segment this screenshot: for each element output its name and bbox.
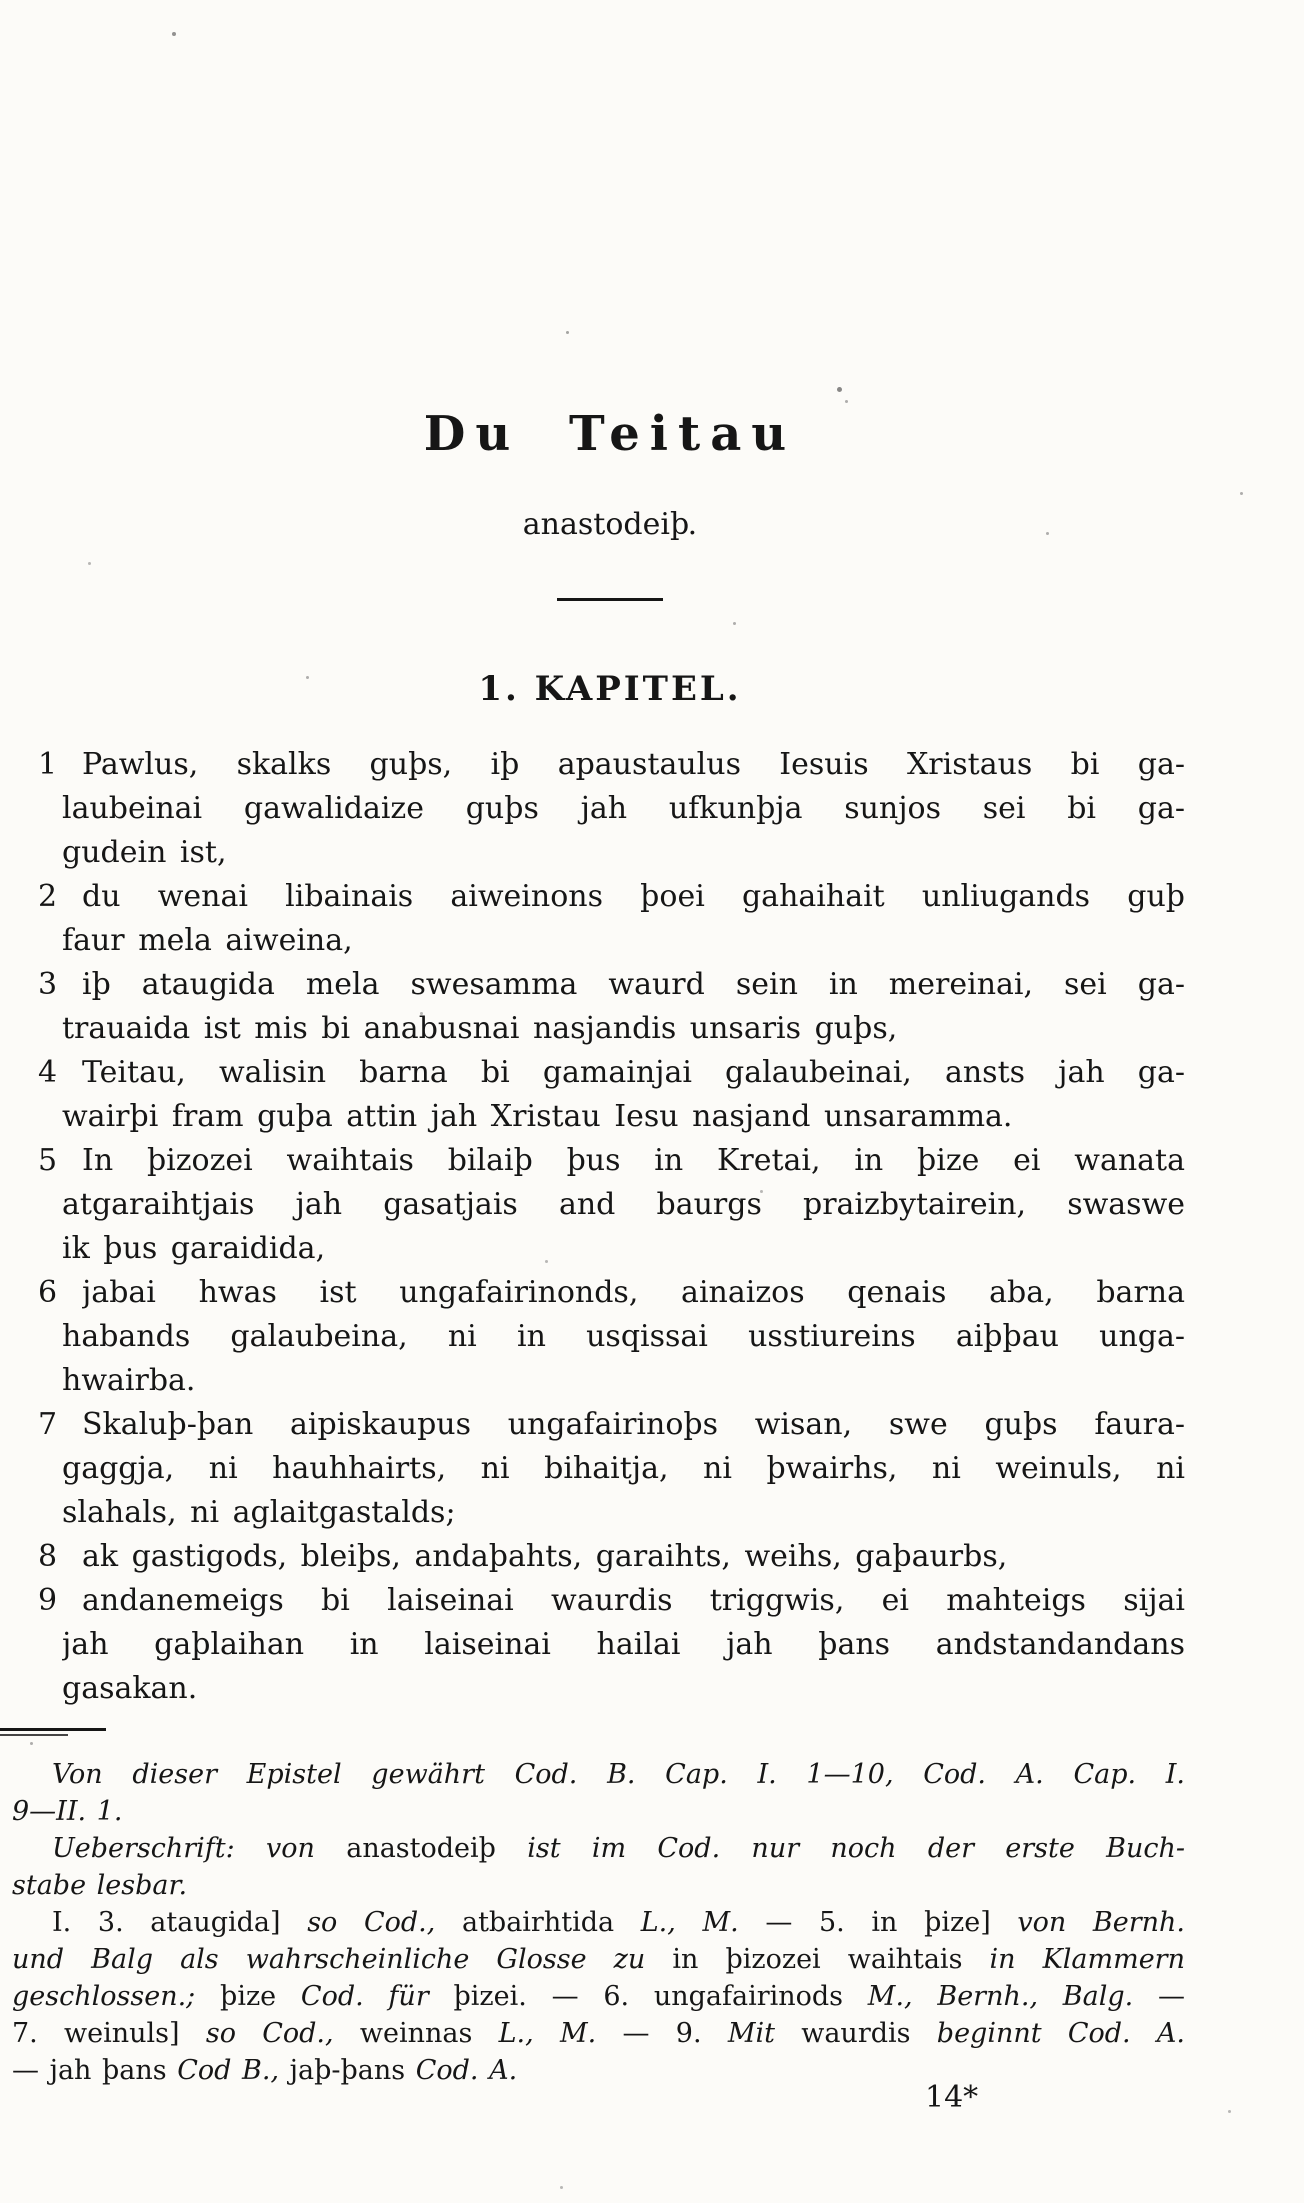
footnote-line [12,1978,1185,2015]
footnote-roman-text: waurdis [801,2018,937,2049]
scan-speck [1228,2110,1231,2113]
footnote-italic-text: so Cod., [307,1907,436,1938]
verse-number: 1 [38,747,58,782]
footnote-roman-text: — [1133,1981,1185,2012]
verse-number: 9 [38,1583,58,1618]
page-subtitle: anastodeiþ. [522,507,698,542]
verse-number: 4 [38,1055,58,1090]
footnote-italic-text: Mit [727,2018,802,2049]
verse [35,963,1185,1051]
verse-line: Skaluþ-þan aipiskaupus ungafairinoþs wisan, swe guþs faura- [82,1407,1185,1442]
footnote-italic-text: ist im Cod. nur noch der erste Buch- [527,1833,1185,1864]
footnote-roman-text: — 9. [596,2018,728,2049]
footnote-divider [0,1728,106,1731]
footnote-divider-stroke [0,1734,68,1736]
verse-number: 7 [38,1407,58,1442]
verse [35,1051,1185,1139]
scan-speck [30,1742,33,1745]
footnote-roman-text: jaþ-þans [279,2055,416,2086]
verse-list [35,743,1185,1711]
verse-line: gudein ist, [62,835,227,870]
footnote-apparatus [12,1756,1185,2089]
verse-line: habands galaubeina, ni in usqissai usstiureins aiþþau unga- [62,1319,1185,1354]
verse-line: jabai hwas ist ungafairinonds, ainaizos qenais aba, barna [82,1275,1185,1310]
footnote-italic-text: 9—II. 1. [12,1796,123,1827]
footnote-italic-text: M., Bernh., Balg. [867,1981,1134,2012]
verse-line: faur mela aiweina, [62,923,353,958]
scan-speck [560,2186,563,2189]
footnote-italic-text: Cod. für [300,1981,454,2012]
page-signature: 14* [925,2080,979,2115]
footnote-roman-text: weinnas [333,2018,499,2049]
verse-line: slahals, ni aglaitgastalds; [62,1495,456,1530]
scan-speck [1240,492,1243,495]
footnote-italic-text: beginnt Cod. A. [936,2018,1185,2049]
footnote-roman-text: — 5. in þize] [738,1907,1018,1938]
verse [35,1139,1185,1271]
verse-line: laubeinai gawalidaize guþs jah ufkunþja sunjos sei bi ga- [62,791,1185,826]
chapter-heading: 1. KAPITEL. [478,669,742,709]
verse [35,743,1185,875]
footnote-italic-text: in Klammern [989,1944,1185,1975]
footnote-roman-text: þizei. — 6. ungafairinods [453,1981,868,2012]
footnote-roman-text: atbairhtida [435,1907,641,1938]
verse-line: gasakan. [62,1671,198,1706]
verse-line: iþ ataugida mela swesamma waurd sein in mereinai, sei ga- [82,967,1185,1002]
footnote-roman-text: — jah þans [12,2055,178,2086]
footnote-line [12,1904,1185,1941]
footnote-italic-text: so Cod., [205,2018,334,2049]
footnote-roman-text: þize [220,1981,301,2012]
footnote-italic-text: von Bernh. [1017,1907,1185,1938]
verse-number: 3 [38,967,58,1002]
verse-number: 8 [38,1539,58,1574]
page-title: Du Teitau [423,406,797,462]
verse-line: jah gaþlaihan in laiseinai hailai jah þans andstandandans [62,1627,1185,1662]
footnote-line [12,1941,1185,1978]
footnote-line [12,2015,1185,2052]
footnote-line [12,1756,1185,1793]
footnote-italic-text: Ueberschrift: von [52,1833,347,1864]
title-divider [557,598,663,601]
verse-line: Teitau, walisin barna bi gamainjai galaubeinai, ansts jah ga- [82,1055,1185,1090]
verse-line: du wenai libainais aiweinons þoei gahaihait unliugands guþ [82,879,1185,914]
verse-line: ik þus garaidida, [62,1231,326,1266]
verse [35,875,1185,963]
footnote-italic-text: L., M. [640,1907,739,1938]
footnote-italic-text: stabe lesbar. [12,1870,188,1901]
footnote-italic-text: Cod B., [177,2055,280,2086]
verse [35,1579,1185,1711]
footnote-italic-text: geschlossen.; [12,1981,221,2012]
verse-line: hwairba. [62,1363,196,1398]
footnote-line [12,1830,1185,1867]
footnote-line [12,1793,1185,1830]
footnote-roman-text: 7. weinuls] [12,2018,206,2049]
footnote-italic-text: und Balg als wahrscheinliche Glosse zu [12,1944,673,1975]
footnote-line [12,2052,1185,2089]
verse-line: atgaraihtjais jah gasatjais and baurgs praizbytairein, swaswe [62,1187,1185,1222]
verse [35,1403,1185,1535]
verse-line: gaggja, ni hauhhairts, ni bihaitja, ni þwairhs, ni weinuls, ni [62,1451,1185,1486]
verse-number: 6 [38,1275,58,1310]
verse-line: In þizozei waihtais bilaiþ þus in Kretai, in þize ei wanata [82,1143,1185,1178]
verse-line: wairþi fram guþa attin jah Xristau Iesu nasjand unsaramma. [62,1099,1013,1134]
verse [35,1271,1185,1403]
verse-line: Pawlus, skalks guþs, iþ apaustaulus Iesuis Xristaus bi ga- [82,747,1185,782]
footnote-italic-text: Cod. A. [415,2055,518,2086]
verse-number: 2 [38,879,58,914]
verse-line: trauaida ist mis bi anabusnai nasjandis unsaris guþs, [62,1011,898,1046]
verse-number: 5 [38,1143,58,1178]
footnote-roman-text: in þizozei waihtais [672,1944,990,1975]
footnote-roman-text: I. 3. ataugida] [52,1907,308,1938]
verse-line: andanemeigs bi laiseinai waurdis triggwis, ei mahteigs sijai [82,1583,1185,1618]
footnote-italic-text: L., M. [498,2018,597,2049]
footnote-roman-text: anastodeiþ [346,1833,528,1864]
verse-line: ak gastigods, bleiþs, andaþahts, garaihts, weihs, gaþaurbs, [82,1539,1008,1574]
page-content [35,0,1185,1711]
verse [35,1535,1185,1579]
footnote-line [12,1867,1185,1904]
footnote-italic-text: Von dieser Epistel gewährt Cod. B. Cap. I. 1—10, Cod. A. Cap. I. [52,1759,1185,1790]
